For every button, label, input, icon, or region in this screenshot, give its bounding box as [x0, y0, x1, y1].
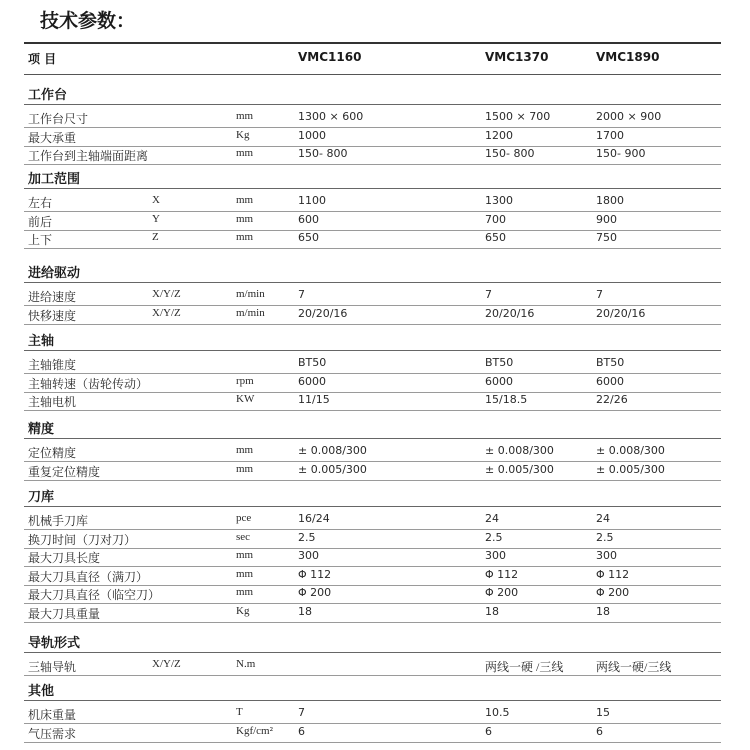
param-name: 主轴转速（齿轮传动）	[28, 376, 149, 391]
value-model-2: Φ 200	[485, 586, 519, 599]
value-model-2: 7	[485, 288, 492, 301]
value-model-3: 2000 × 900	[596, 110, 662, 123]
param-unit: KW	[236, 393, 255, 405]
value-model-2: 两线一硬 /三线	[485, 660, 564, 674]
section-divider	[24, 438, 721, 439]
value-model-1: Φ 112	[298, 567, 332, 581]
param-name: 定位精度	[28, 446, 77, 460]
section-title: 进给驱动	[28, 266, 81, 281]
table-row	[24, 705, 721, 724]
table-row	[24, 193, 721, 212]
header-model-1: VMC1160	[298, 50, 362, 64]
table-row	[24, 146, 721, 165]
section-divider	[24, 104, 721, 105]
section-title: 其他	[28, 684, 55, 699]
value-model-3: 6	[596, 724, 603, 738]
value-model-2: ± 0.008/300	[485, 444, 554, 457]
value-model-1: 6	[298, 724, 305, 738]
value-model-2: 6	[485, 724, 492, 738]
param-unit: sec	[236, 530, 251, 543]
param-axis: X/Y/Z	[152, 288, 181, 300]
value-model-3: 22/26	[596, 393, 628, 406]
param-name: 前后	[28, 214, 53, 229]
value-model-2: 15/18.5	[485, 393, 528, 406]
param-name: 主轴电机	[28, 395, 77, 409]
value-model-2: 6000	[485, 374, 513, 388]
top-divider	[24, 42, 721, 44]
param-name: 最大承重	[28, 130, 77, 145]
param-name: 工作台尺寸	[28, 112, 89, 126]
table-row	[24, 511, 721, 530]
value-model-3: 300	[596, 549, 617, 562]
param-name: 换刀时间（刀对刀）	[28, 532, 137, 547]
value-model-1: 20/20/16	[298, 306, 348, 320]
param-unit: mm	[236, 549, 254, 561]
table-row	[24, 567, 721, 586]
value-model-3: Φ 112	[596, 567, 630, 581]
value-model-3: 1800	[596, 194, 624, 207]
param-axis: Y	[152, 212, 160, 225]
header-divider	[24, 74, 721, 75]
page-title: 技术参数：	[40, 10, 136, 32]
section-title: 精度	[28, 422, 55, 437]
param-unit: mm	[236, 462, 254, 475]
value-model-2: 150- 800	[485, 147, 535, 160]
param-axis: X/Y/Z	[152, 658, 181, 670]
value-model-1: 11/15	[298, 393, 330, 406]
value-model-2: 1500 × 700	[485, 110, 551, 123]
param-name: 机械手刀库	[28, 514, 89, 528]
value-model-1: 150- 800	[298, 147, 348, 160]
param-unit: mm	[236, 110, 254, 122]
table-row	[24, 128, 721, 147]
param-axis: Z	[152, 231, 159, 243]
value-model-2: 700	[485, 212, 506, 226]
header-model-3: VMC1890	[596, 50, 660, 64]
table-row	[24, 530, 721, 549]
value-model-3: 15	[596, 706, 610, 719]
value-model-1: 600	[298, 212, 319, 226]
value-model-3: 18	[596, 604, 610, 618]
table-row	[24, 462, 721, 481]
param-name: 工作台到主轴端面距离	[28, 149, 149, 163]
param-name: 最大刀具直径（满刀）	[28, 569, 149, 584]
section-divider	[24, 282, 721, 283]
param-unit: Kg	[236, 128, 250, 141]
value-model-3: 2.5	[596, 530, 614, 544]
table-row	[24, 306, 721, 325]
value-model-1: 7	[298, 288, 305, 301]
value-model-3: 750	[596, 231, 617, 244]
value-model-3: 1700	[596, 128, 624, 142]
value-model-1: 16/24	[298, 512, 330, 525]
value-model-2: 1200	[485, 128, 513, 142]
param-name: 进给速度	[28, 290, 77, 304]
table-row	[24, 109, 721, 128]
param-unit: mm	[236, 567, 254, 580]
value-model-1: 1300 × 600	[298, 110, 364, 123]
value-model-2: 650	[485, 231, 506, 244]
param-unit: mm	[236, 586, 254, 598]
param-unit: mm	[236, 147, 254, 159]
value-model-3: ± 0.008/300	[596, 444, 665, 457]
table-row	[24, 355, 721, 374]
section-divider	[24, 652, 721, 653]
value-model-1: BT50	[298, 356, 327, 369]
param-unit: m/min	[236, 306, 265, 319]
value-model-1: 6000	[298, 374, 326, 388]
param-unit: Kgf/cm²	[236, 724, 273, 737]
param-name: 主轴锥度	[28, 358, 77, 372]
param-name: 重复定位精度	[28, 464, 101, 479]
value-model-1: 7	[298, 706, 305, 719]
value-model-1: ± 0.005/300	[298, 462, 367, 476]
value-model-2: BT50	[485, 356, 514, 369]
table-row	[24, 604, 721, 623]
param-name: 机床重量	[28, 708, 77, 722]
table-row	[24, 657, 721, 676]
param-unit: m/min	[236, 288, 265, 300]
value-model-3: 6000	[596, 374, 624, 388]
value-model-2: 18	[485, 604, 499, 618]
param-name: 三轴导轨	[28, 660, 77, 674]
param-unit: T	[236, 706, 243, 718]
value-model-2: 2.5	[485, 530, 503, 544]
section-title: 导轨形式	[28, 636, 81, 651]
param-unit: mm	[236, 212, 254, 225]
param-unit: mm	[236, 194, 254, 206]
section-divider	[24, 350, 721, 351]
param-name: 最大刀具重量	[28, 606, 101, 621]
param-unit: rpm	[236, 374, 254, 387]
value-model-3: 20/20/16	[596, 306, 646, 320]
param-unit: pce	[236, 512, 252, 524]
value-model-3: Φ 200	[596, 586, 630, 599]
param-name: 最大刀具长度	[28, 551, 101, 565]
param-unit: Kg	[236, 604, 250, 617]
header-item: 项 目	[28, 52, 57, 66]
value-model-2: Φ 112	[485, 567, 519, 581]
table-row	[24, 724, 721, 743]
param-unit: mm	[236, 444, 254, 456]
value-model-3: 900	[596, 212, 617, 226]
param-axis: X	[152, 194, 160, 206]
table-row	[24, 443, 721, 462]
value-model-1: 650	[298, 231, 319, 244]
value-model-2: 24	[485, 512, 499, 525]
section-title: 工作台	[28, 88, 68, 103]
param-unit: mm	[236, 231, 254, 243]
section-divider	[24, 188, 721, 189]
value-model-3: 150- 900	[596, 147, 646, 160]
value-model-1: 18	[298, 604, 312, 618]
section-title: 刀库	[28, 490, 55, 505]
table-row	[24, 212, 721, 231]
value-model-1: 2.5	[298, 530, 316, 544]
value-model-1: ± 0.008/300	[298, 444, 367, 457]
param-unit: N.m	[236, 658, 256, 670]
value-model-1: Φ 200	[298, 586, 332, 599]
value-model-2: 300	[485, 549, 506, 562]
value-model-1: 1100	[298, 194, 326, 207]
header-model-2: VMC1370	[485, 50, 549, 64]
value-model-1: 300	[298, 549, 319, 562]
param-axis: X/Y/Z	[152, 306, 181, 319]
section-divider	[24, 700, 721, 701]
table-row	[24, 374, 721, 393]
value-model-3: 7	[596, 288, 603, 301]
table-header	[24, 46, 721, 72]
param-name: 左右	[28, 196, 53, 210]
value-model-3: BT50	[596, 356, 625, 369]
table-row	[24, 287, 721, 306]
value-model-2: 10.5	[485, 706, 510, 719]
table-row	[24, 585, 721, 604]
param-name: 上下	[28, 233, 53, 247]
value-model-2: 1300	[485, 194, 513, 207]
value-model-3: 24	[596, 512, 610, 525]
param-name: 最大刀具直径（临空刀）	[28, 588, 161, 602]
table-row	[24, 548, 721, 567]
value-model-3: 两线一硬/三线	[596, 660, 672, 674]
section-divider	[24, 506, 721, 507]
value-model-1: 1000	[298, 128, 326, 142]
section-title: 主轴	[28, 334, 55, 349]
section-title: 加工范围	[28, 172, 81, 187]
table-row	[24, 392, 721, 411]
value-model-2: 20/20/16	[485, 306, 535, 320]
value-model-2: ± 0.005/300	[485, 462, 554, 476]
table-row	[24, 230, 721, 249]
value-model-3: ± 0.005/300	[596, 462, 665, 476]
param-name: 气压需求	[28, 726, 77, 741]
param-name: 快移速度	[28, 308, 77, 323]
